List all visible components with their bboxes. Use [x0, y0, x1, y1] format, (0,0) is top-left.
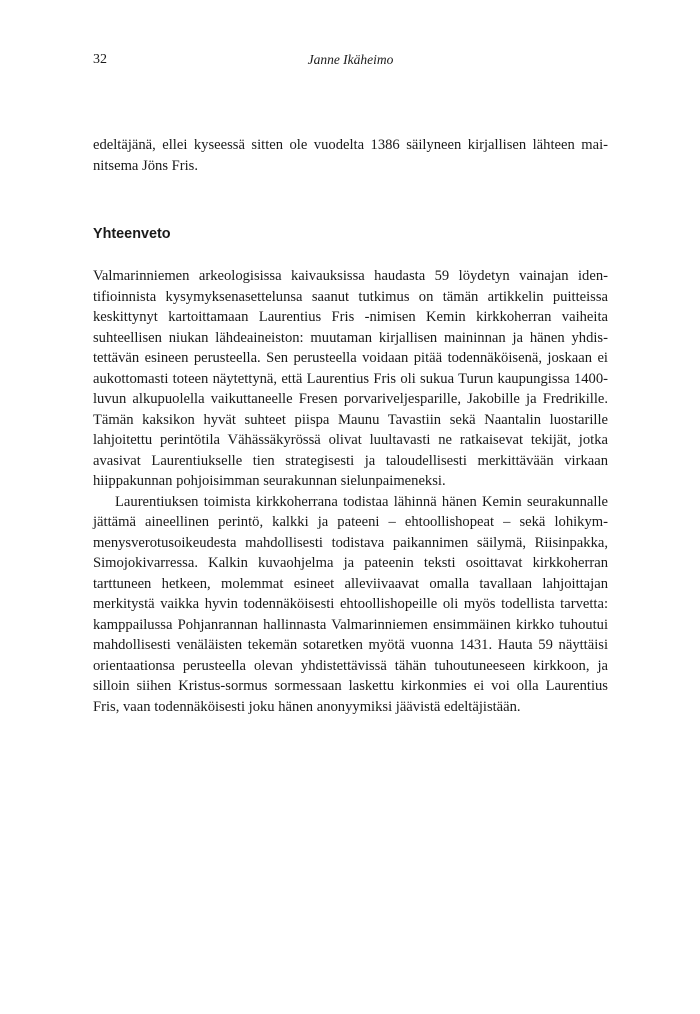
- document-page: [93, 52, 608, 717]
- running-title-author: Janne Ikäheimo: [307, 52, 394, 67]
- page-number: 32: [93, 52, 107, 67]
- running-header: [93, 52, 608, 74]
- section-heading: Yhteenveto: [93, 226, 171, 242]
- opening-paragraph: edeltäjänä, ellei kyseessä sitten ole vuodelta 1386 säilyneen kirjallisen lähteen mainitsema Jöns Fris.: [93, 137, 608, 174]
- summary-paragraph-2: Laurentiuksen toimista kirkkoherrana todistaa lähinnä hänen Kemin seurakunnalle jättämä aineellinen perintö, kalkki ja pateeni – ehtoollishopeat – sekä lohikymmenysverotusoikeudesta mahdollisesti todistava paikannimen säilymä, Riisinpakka, Simojokivarressa. Kalkin kuvaohjelma ja pateenin teksti osoittavat kirkkoherran tarttuneen hetkeen, molemmat esineet alleviivaavat omalla tavallaan lahjoittajan merkitystä vaikka hyvin todennäköisesti ehtoollishopeille oli myös todellista tarvetta: kamppailussa Pohjanrannan hallinnasta Valmarinniemen ensimmäinen kirkko tuhoutui mahdollisesti venäläisten tekemän sotaretken myötä vuonna 1431. Hauta 59 näyttäisi orientaationsa perusteella olevan yhdistettävissä tähän tuhoutuneeseen kirkkoon, ja silloin siihen Kristus-sormus sormessaan laskettu kirkonmies ei voi olla Laurentius Fris, vaan todennäköisesti joku hänen anonyymiksi jäävistä edeltäjistään.: [93, 493, 608, 715]
- summary-paragraph-1: Valmarinniemen arkeologisissa kaivauksissa haudasta 59 löydetyn vainajan identifioinnista kysymyksenasettelunsa saanut tutkimus on tämän artikkelin puitteissa keskittynyt kartoittamaan Laurentius Fris -nimisen Kemin kirkkoherran vaiheita suhteellisen niukan lähdeaineiston: muutaman kirjallisen maininnan ja hänen yhdistettävän esineen perusteella. Sen perusteella voidaan pitää todennäköisenä, joskaan ei aukottomasti toteen näytettynä, että Laurentius Fris oli sukua Turun kaupungissa 1400-luvun alkupuolella vaikuttaneelle Fresen porvariveljesparille, Jakobille ja Fredrikille. Tämän kaksikon hyvät suhteet piispa Maunu Tavastiin sekä Naantalin luostarille lahjoitettu perintötila Vähässäkyrössä olivat luultavasti ne ratkaisevat tekijät, jotka avasivat Laurentiukselle tien strategisesti ja taloudellisesti merkittävään virkaan hiippakunnan pohjoisimman seurakunnan sielunpaimeneksi.: [93, 268, 608, 489]
